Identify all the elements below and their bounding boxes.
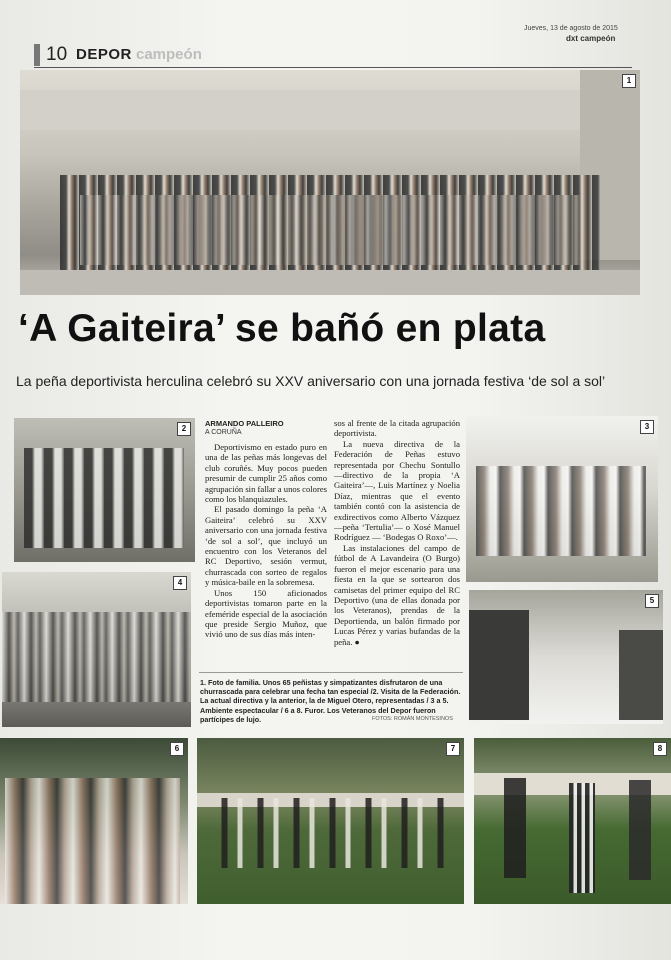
caption-rule <box>199 672 463 673</box>
article-column-1 <box>205 442 327 640</box>
article-paragraph: Las instalaciones del campo de fútbol de A Lavandeira (O Burgo) fueron el mejor escenario para una fiesta en la que se sortearon dos camisetas del primer equipo del RC Deportivo (una de ellas donada por los Veteranos), prendas de la Deportienda, un balón firmado por Lucas Pérez y varias bufandas de la peña. ● <box>334 542 460 647</box>
photo-number-5: 5 <box>645 594 659 608</box>
article-paragraph: sos al frente de la citada agrupación deportivista. <box>334 418 460 439</box>
photo-atmosphere-3 <box>466 416 658 582</box>
article-paragraph: Unos 150 aficionados deportivistas tomaron parte en la efeméride especial de la asociación que preside Sergio Muñoz, que vivió uno de sus días más inten- <box>205 587 327 640</box>
photo-number-1: 1 <box>622 74 636 88</box>
photo-number-3: 3 <box>640 420 654 434</box>
article-paragraph: Deportivismo en estado puro en una de las peñas más longevas del club coruñés. Muy pocos pueden presumir de cumplir 25 años como agrupación sin fallar a unos colores como los blanquiazules. <box>205 442 327 505</box>
photo-federation-visit <box>14 418 195 562</box>
article-paragraph: El pasado domingo la peña ‘A Gaiteira’ celebró su XXV aniversario con una jornada festiva ‘de sol a sol’, que incluyó un encuentro con los Veteranos del RC Deportivo, sesión vermut, churrascada con sorteo de regalos y música-baile en la sobremesa. <box>205 504 327 588</box>
dateline-place: A CORUÑA <box>205 429 242 436</box>
headline: ‘A Gaiteira’ se bañó en plata <box>18 307 546 350</box>
brand-name: dxt campeón <box>566 34 616 43</box>
photo-atmosphere-5 <box>469 590 663 724</box>
photo-credit: FOTOS: ROMÁN MONTESINOS <box>372 716 453 722</box>
page-number: 10 <box>46 44 68 65</box>
photo-group-family <box>20 70 640 295</box>
photo-veterans-7 <box>197 738 464 904</box>
article-column-2 <box>334 418 460 647</box>
byline: ARMANDO PALLEIRO <box>205 419 284 428</box>
header-rule <box>34 67 632 68</box>
deck: La peña deportivista herculina celebró su XXV aniversario con una jornada festiva ‘de sol a sol’ <box>16 373 606 389</box>
issue-date: Jueves, 13 de agosto de 2015 <box>524 25 618 32</box>
article-paragraph: La nueva directiva de la Federación de Peñas estuvo representada por Chechu Sontullo —directivo de la propia ‘A Gaiteira’—, Luis Martínez y Noelia Díaz, mientras que el evento también contó con la asistencia de exdirectivos como Alberto Vázquez —peña ‘Tertulia’— o Xosé Manuel Rodríguez — ‘Bodegas O Roxo’—. <box>334 438 460 543</box>
header-bar <box>34 44 40 66</box>
section-name: DEPOR <box>76 46 132 63</box>
photo-caption: 1. Foto de familia. Unos 65 peñistas y simpatizantes disfrutaron de una churrascada para celebrar una fecha tan especial /2. Visita de la Federación. La actual directiva y la anterior, la de Miguel Otero, representadas / 3 a 5. Ambiente espectacular / 6 a 8. Furor. Los Veteranos del Depor fueron partícipes de lujo. <box>200 678 461 724</box>
photo-number-4: 4 <box>173 576 187 590</box>
photo-veterans-6 <box>0 738 188 904</box>
photo-atmosphere-4 <box>2 572 191 727</box>
subsection-name: campeón <box>136 46 202 63</box>
photo-veterans-8 <box>474 738 671 904</box>
photo-number-8: 8 <box>653 742 667 756</box>
photo-number-7: 7 <box>446 742 460 756</box>
photo-number-2: 2 <box>177 422 191 436</box>
photo-number-6: 6 <box>170 742 184 756</box>
